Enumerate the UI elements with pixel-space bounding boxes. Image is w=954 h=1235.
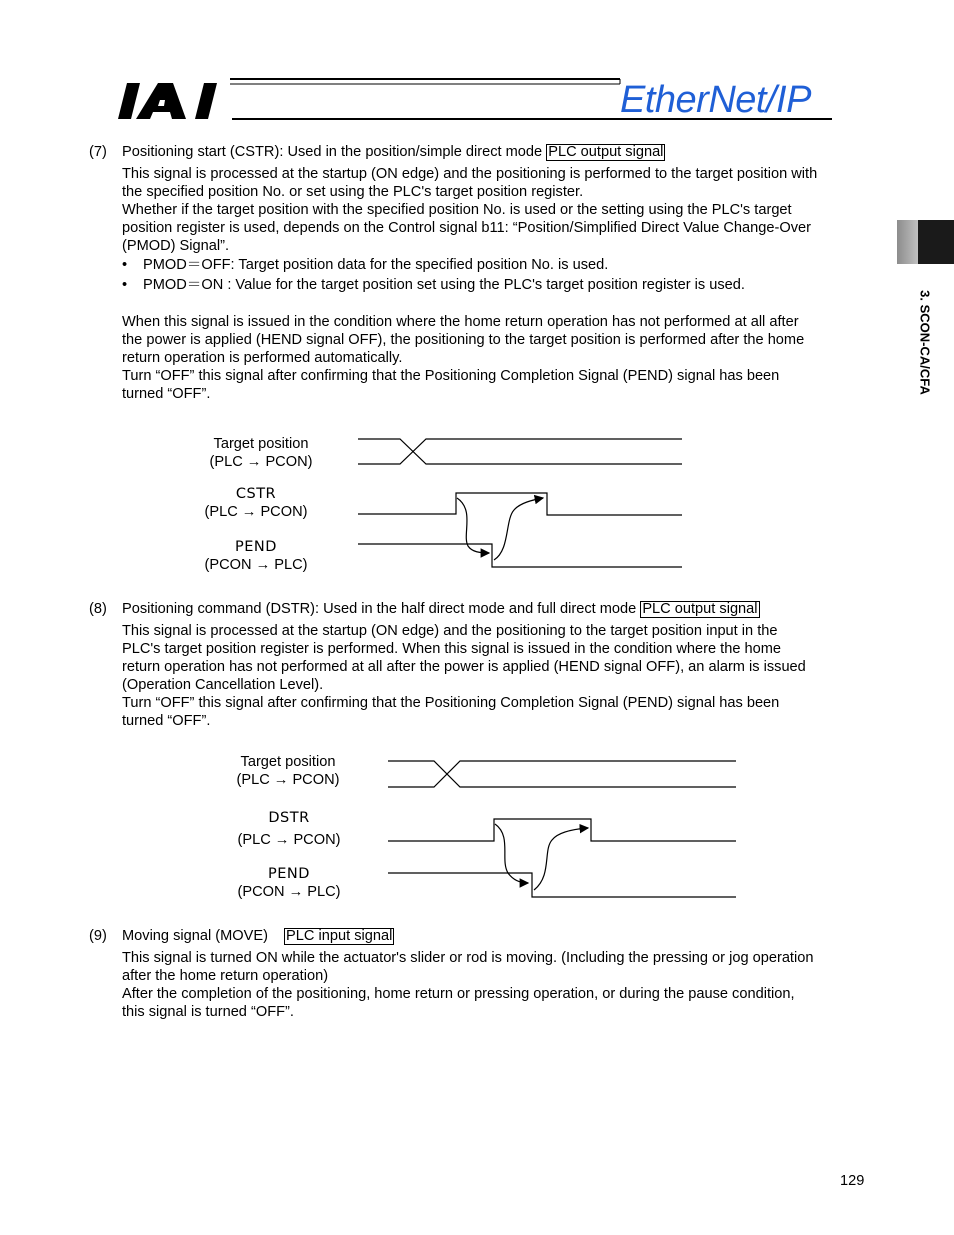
body-line: Turn “OFF” this signal after confirming that the Positioning Completion Signal (PEND) signal has been [122,695,780,711]
signal-name: DSTR [268,810,310,826]
signal-direction: (PLC → PCON) [209,454,313,470]
bullet-text: PMOD＝ON : Value for the target position set using the PLC's target position register is used. [143,277,745,293]
page-number: 129 [840,1173,865,1189]
body-line: position register is used, depends on the Control signal b11: “Position/Simplified Direct Value Change-Over [122,220,811,236]
body-line: PLC's target position register is performed. When this signal is issued in the condition where the home [122,641,782,657]
section-body [122,949,867,1021]
body-line: When this signal is issued in the condition where the home return operation has not performed at all after [122,314,799,330]
section-heading [122,927,394,945]
section-number: (9) [89,928,107,944]
signal-direction: (PCON → PLC) [204,557,308,573]
signal-direction: (PLC → PCON) [204,504,308,520]
heading-text: Positioning command (DSTR): Used in the half direct mode and full direct mode [122,601,637,617]
body-line: the specified position No. or set using the PLC's target position register. [122,184,584,200]
signal-direction: (PLC → PCON) [236,772,340,788]
body-line: turned “OFF”. [122,713,211,729]
body-line: return operation has not performed at all after the power is applied (HEND signal OFF), an alarm is issued [122,659,806,675]
body-line: this signal is turned “OFF”. [122,1004,294,1020]
body-line: This signal is processed at the startup (ON edge) and the positioning to the target position input in the [122,623,778,639]
heading-text: Positioning start (CSTR): Used in the position/simple direct mode [122,144,543,160]
bullet-item: • PMOD＝OFF: Target position data for the specified position No. is used. [122,257,609,273]
body-line: After the completion of the positioning, home return or pressing operation, or during the pause condition, [122,986,795,1002]
body-line: the power is applied (HEND signal OFF), the positioning to the target position is performed after the home [122,332,805,348]
bullet-item: • PMOD＝ON : Value for the target position set using the PLC's target position register is used. [122,277,745,293]
ethernet-ip-logo: EtherNet/IP [620,79,811,121]
signal-type-tag: PLC output signal [642,601,758,617]
section-number: (7) [89,144,107,160]
signal-name: Target position [213,436,309,452]
signal-name: Target position [240,754,336,770]
signal-direction: (PCON → PLC) [237,884,341,900]
signal-type-tag: PLC input signal [286,928,393,944]
signal-name: PEND [268,866,310,882]
body-line: (Operation Cancellation Level). [122,677,324,693]
body-line: return operation is performed automatically. [122,350,403,366]
body-line: turned “OFF”. [122,386,211,402]
heading-text: Moving signal (MOVE) [122,928,268,944]
signal-type-tag: PLC output signal [548,144,664,160]
body-line: This signal is processed at the startup (ON edge) and the positioning is performed to the target position with [122,166,818,182]
body-line: (PMOD) Signal”. [122,238,230,254]
chapter-label: 3. SCON-CA/CFA [917,290,933,395]
section-number: (8) [89,601,107,617]
signal-name: CSTR [235,486,277,502]
bullet-text: PMOD＝OFF: Target position data for the specified position No. is used. [143,257,609,273]
body-line: Turn “OFF” this signal after confirming that the Positioning Completion Signal (PEND) signal has been [122,368,780,384]
body-line: Whether if the target position with the specified position No. is used or the setting using the PLC's target [122,202,792,218]
body-line: after the home return operation) [122,968,329,984]
body-line: This signal is turned ON while the actuator's slider or rod is moving. (Including the pressing or jog operation [122,950,814,966]
signal-name: PEND [235,539,277,555]
signal-direction: (PLC → PCON) [237,832,341,848]
